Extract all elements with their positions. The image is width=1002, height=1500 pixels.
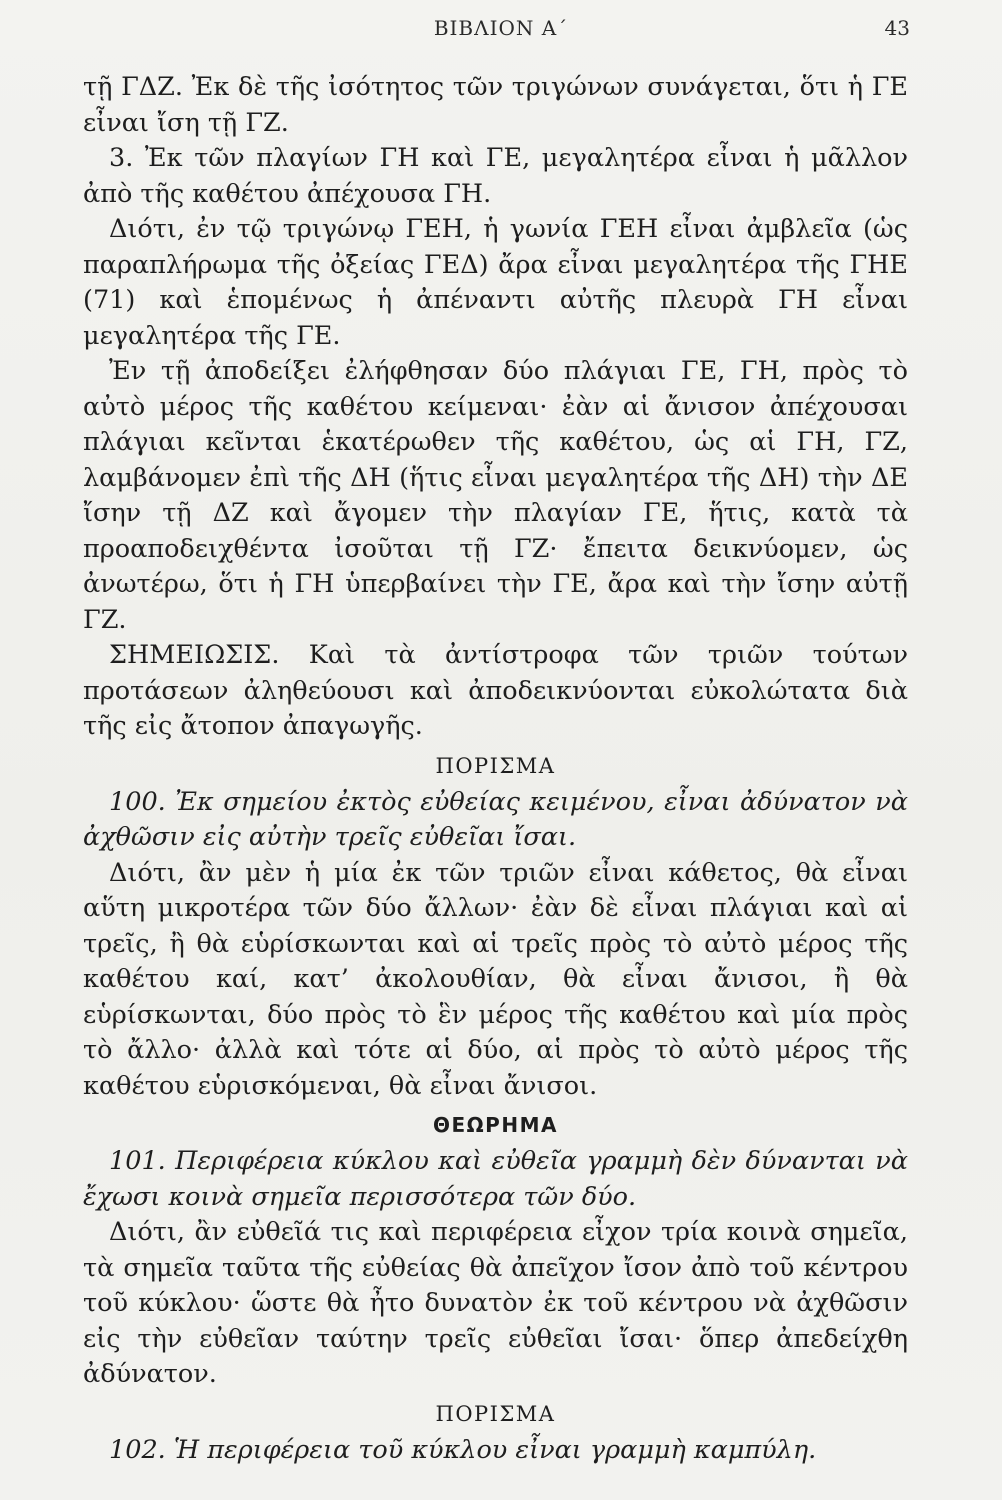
page-body	[83, 70, 908, 1468]
article-number: 102.	[109, 1434, 166, 1465]
paragraph-continuation: τῇ ΓΔΖ. Ἐκ δὲ τῆς ἰσότητος τῶν τριγώνων συνάγεται, ὅτι ἡ ΓΕ εἶναι ἴση τῇ ΓΖ.	[83, 72, 908, 138]
corollary-heading: ΠΟΡΙΣΜΑ	[435, 753, 556, 778]
page-number: 43	[884, 16, 910, 40]
article-number: 101.	[109, 1146, 166, 1176]
theorem-heading: ΘΕΩΡΗΜΑ	[433, 1113, 558, 1137]
running-head: ΒΙΒΛΙΟΝ Α΄	[433, 16, 569, 40]
theorem-101	[83, 1144, 908, 1215]
proof-paragraph-100: Διότι, ἂν μὲν ἡ μία ἐκ τῶν τριῶν εἶναι κάθετος, θὰ εἶναι αὕτη μικροτέρα τῶν δύο ἄλλων· ἐὰν δὲ εἶναι πλάγιαι καὶ αἱ τρεῖς, ἢ θὰ εὑρίσκωνται καὶ αἱ τρεῖς πρὸς τὸ αὐτὸ μέρος τῆς καθέτου καί, κατ’ ἀκολουθίαν, θὰ εἶναι ἄνισοι, ἢ θὰ εὑρίσκωνται, δύο πρὸς τὸ ἓν μέρος τῆς καθέτου καὶ μία πρὸς τὸ ἄλλο· ἀλλὰ καὶ τότε αἱ δύο, αἱ πρὸς τὸ αὐτὸ μέρος τῆς καθέτου εὑρισκόμεναι, θὰ εἶναι ἄνισοι.	[83, 857, 908, 1101]
proof-remark-paragraph: Ἐν τῇ ἀποδείξει ἐλήφθησαν δύο πλάγιαι ΓΕ, ΓΗ, πρὸς τὸ αὐτὸ μέρος τῆς καθέτου κείμεναι· ἐὰν αἱ ἄνισον ἀπέχουσαι πλάγιαι κεῖνται ἑκατέρωθεν τῆς καθέτου, ὡς αἱ ΓΗ, ΓΖ, λαμβάνομεν ἐπὶ τῆς ΔΗ (ἥτις εἶναι μεγαλητέρα τῆς ΔΗ) τὴν ΔΕ ἴσην τῇ ΔΖ καὶ ἄγομεν τὴν πλαγίαν ΓΕ, ἥτις, κατὰ τὰ προαποδειχθέντα ἰσοῦται τῇ ΓΖ· ἔπειτα δεικνύομεν, ὡς ἀνωτέρω, ὅτι ἡ ΓΗ ὑπερβαίνει τὴν ΓΕ, ἄρα καὶ τὴν ἴσην αὐτῇ ΓΖ.	[83, 356, 908, 635]
article-number: 100.	[109, 786, 166, 817]
proof-paragraph-101: Διότι, ἂν εὐθεῖά τις καὶ περιφέρεια εἶχον τρία κοινὰ σημεῖα, τὰ σημεῖα ταῦτα τῆς εὐθείας θὰ ἀπεῖχον ἴσον ἀπὸ τοῦ κέντρου τοῦ κύκλου· ὥστε θὰ ἦτο δυνατὸν ἐκ τοῦ κέντρου νὰ ἀχθῶσιν εἰς τὴν εὐθεῖαν ταύτην τρεῖς εὐθεῖαι ἴσαι· ὅπερ ἀπεδείχθη ἀδύνατον.	[83, 1217, 908, 1389]
proposition-3: 3. Ἐκ τῶν πλαγίων ΓΗ καὶ ΓΕ, μεγαλητέρα εἶναι ἡ μᾶλλον ἀπὸ τῆς καθέτου ἀπέχουσα ΓΗ.	[83, 143, 908, 209]
theorem-101-text: Περιφέρεια κύκλου καὶ εὐθεῖα γραμμὴ δὲν δύνανται νὰ ἔχωσι κοινὰ σημεῖα περισσότερα τῶν δύο.	[83, 1146, 908, 1212]
corollary-102-text: Ἡ περιφέρεια τοῦ κύκλου εἶναι γραμμὴ καμπύλη.	[165, 1434, 817, 1465]
corollary-100	[83, 785, 908, 856]
note-paragraph: ΣΗΜΕΙΩΣΙΣ. Καὶ τὰ ἀντίστροφα τῶν τριῶν τούτων προτάσεων ἀληθεύουσι καὶ ἀποδεικνύονται εὐκολώτατα διὰ τῆς εἰς ἄτοπον ἀπαγωγῆς.	[83, 640, 908, 741]
page-header	[0, 10, 1002, 50]
corollary-100-text: Ἐκ σημείου ἐκτὸς εὐθείας κειμένου, εἶναι ἀδύνατον νὰ ἀχθῶσιν εἰς αὐτὴν τρεῖς εὐθεῖαι ἴσαι.	[83, 786, 908, 852]
corollary-heading-2: ΠΟΡΙΣΜΑ	[435, 1401, 556, 1426]
corollary-102	[83, 1433, 908, 1469]
proof-paragraph: Διότι, ἐν τῷ τριγώνῳ ΓΕΗ, ἡ γωνία ΓΕΗ εἶναι ἀμβλεῖα (ὡς παραπλήρωμα τῆς ὀξείας ΓΕΔ) ἄρα εἶναι μεγαλητέρα τῆς ΓΗΕ (71) καὶ ἑπομένως ἡ ἀπέναντι αὐτῆς πλευρὰ ΓΗ εἶναι μεγαλητέρα τῆς ΓΕ.	[83, 214, 908, 351]
